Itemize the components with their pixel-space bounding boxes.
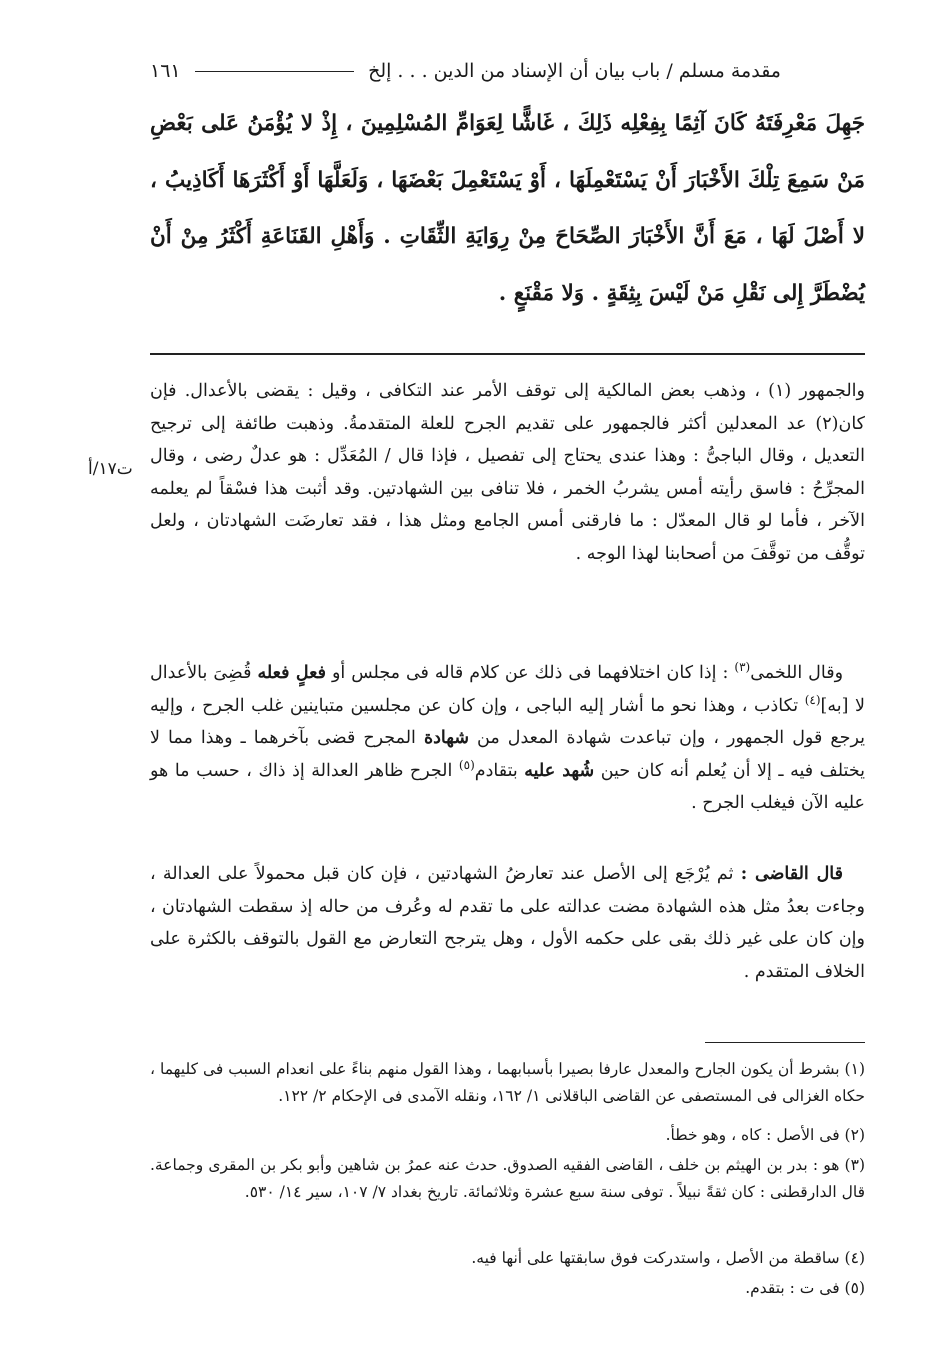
header-title: مقدمة مسلم / باب بيان أن الإسناد من الدين . . . إلخ (368, 60, 781, 82)
footnote-divider (705, 1042, 865, 1043)
footnote-ref-3: (٣) (734, 660, 751, 675)
text-divider (150, 353, 865, 355)
running-header (150, 56, 781, 86)
manuscript-margin-note: ت١٧/أ (88, 459, 133, 479)
footnote-3: (٣) هو : بدر بن الهيثم بن خلف ، القاضى الفقيه الصدوق. حدث عنه عمرُ بن شاهين وأبو بكر بن المقرى وجماعة. قال الدارقطنى : كان ثقةً نبيلاً . توفى سنة سبع عشرة وثلاثمائة. تاريخ بغداد ٧/ ١٠٧، سير ١٤/ ٥٣٠. (150, 1156, 865, 1201)
p2-bold-1: فعلٍ فعله (257, 663, 326, 683)
p3-text: ثم يُرْجَع إلى الأصل عند تعارضُ الشهادتين ، فإن كان قبل محمولاً على العدالة ، وجاءت بعدُ مثل هذه الشهادة مضت عدالته على ما تقدم له وعُرف من حاله إذ سقطت الشهادتان ، وإن كان على غير ذلك بقى على حكمه الأول ، وهل يترجح التعارض مع القول بالتوقف بالكثرة على الخلاف المتقدم . (150, 864, 865, 982)
commentary-paragraph-2 (150, 657, 865, 820)
p2-bold-3: شُهد عليه (524, 760, 595, 781)
header-rule (195, 71, 354, 72)
footnote-4: (٤) ساقطة من الأصل ، واستدركت فوق سابقتها على أنها فيه. (471, 1249, 865, 1267)
p2-text-c: تكاذب ، وهذا نحو ما أشار إليه الباجى ، وإن كان عن مجلسين متباينين غلب الجرح ، وإليه يرجع قول الجمهور ، وإن تباعدت شهادة المعدل من (150, 695, 866, 748)
p2-text-b: قُضِىَ بالأعدال لا [به] (150, 663, 866, 716)
qadi-heading: قال القاضى : (740, 864, 843, 884)
p2-text-e: بتقادم (474, 760, 525, 781)
p2-text-d: المجرح قضى بآخرهما ـ وهذا مما لا يختلف فيه ـ إلا أن يُعلم أنه كان حين (150, 728, 866, 781)
footnote-ref-4: (٤) (804, 692, 821, 707)
p2-text-f: الجرح ظاهر العدالة إذ ذاك ، حسب ما هو عليه الآن فيغلب الجرح . (150, 760, 865, 813)
footnote-1: (١) بشرط أن يكون الجارح والمعدل عارفا بصيرا بأسبابهما ، وهذا القول منهم بناءً على انعدام السبب فى كليهما ، حكاه الغزالى فى المستصفى عن القاضى الباقلانى ١/ ١٦٢، ونقله الآمدى فى الإحكام ٢/ ١٢٢. (150, 1060, 865, 1105)
p2-text-a: : إذا كان اختلافهما فى ذلك عن كلام قاله فى مجلس أو (326, 663, 735, 683)
p2-bold-2: شهادة (423, 728, 469, 748)
footnote-ref-5: (٥) (458, 757, 475, 772)
p2-lead: وقال اللخمى (750, 663, 844, 683)
commentary-paragraph-3 (150, 858, 865, 988)
footnote-5: (٥) فى ت : بتقدم. (745, 1279, 865, 1297)
commentary-paragraph-1: والجمهور (١) ، وذهب بعض المالكية إلى توقف الأمر عند التكافى ، وقيل : يقضى بالأعدال. فإن كان(٢) عد المعدلين أكثر فالجمهور على تقديم الجرح للعلة المتقدمةُ. وذهبت طائفة إلى ترجيح التعديل ، وقال الباجىُّ : وهذا عندى يحتاج إلى تفصيل ، فإذا قال / المُعَدِّل : هو عدلٌ رضى ، وقال المجرِّحُ : فاسق رأيته أمس يشربُ الخمر ، فلا تنافى بين الشهادتين. وقد أثبت هذا فسْقاً لم يعلمه الآخر ، فأما لو قال المعدّل : ما فارقنى أمس الجامع ومثل هذا ، فقد تعارضَت الشهادتان ، ولعل توقُّف من توقَّفَ من أصحابنا لهذا الوجه . (150, 381, 865, 564)
page-number: ١٦١ (150, 60, 181, 82)
hadith-text: جَهِلَ مَعْرِفَتَهُ كَانَ آثِمًا بِفِعْلِه ذَلِكَ ، غَاشًّا لِعَوَامِّ المُسْلِمِينَ ، إِذْ لا يُؤْمَنُ عَلى بَعْضِ مَنْ سَمِعَ تِلْكَ الأَخْبَارَ أَنْ يَسْتَعْمِلَهَا ، أَوْ يَسْتَعْمِلَ بَعْضَهَا ، وَلَعَلَّهَا أَوْ أَكْثَرَهَا أَكَاذِيبُ ، لا أَصْلَ لَهَا ، مَعَ أَنَّ الأَخْبَارَ الصِّحَاحَ مِنْ رِوَايَةِ الثِّقَاتِ . وَأَهْلِ القَنَاعَةِ أَكْثَرُ مِنْ أَنْ يُضْطَرَّ إِلى نَقْلِ مَنْ لَيْسَ بِثِقَةٍ . وَلا مَقْنَعٍ . (150, 111, 865, 306)
footnote-2: (٢) فى الأصل : كاه ، وهو خطأ. (665, 1126, 865, 1144)
